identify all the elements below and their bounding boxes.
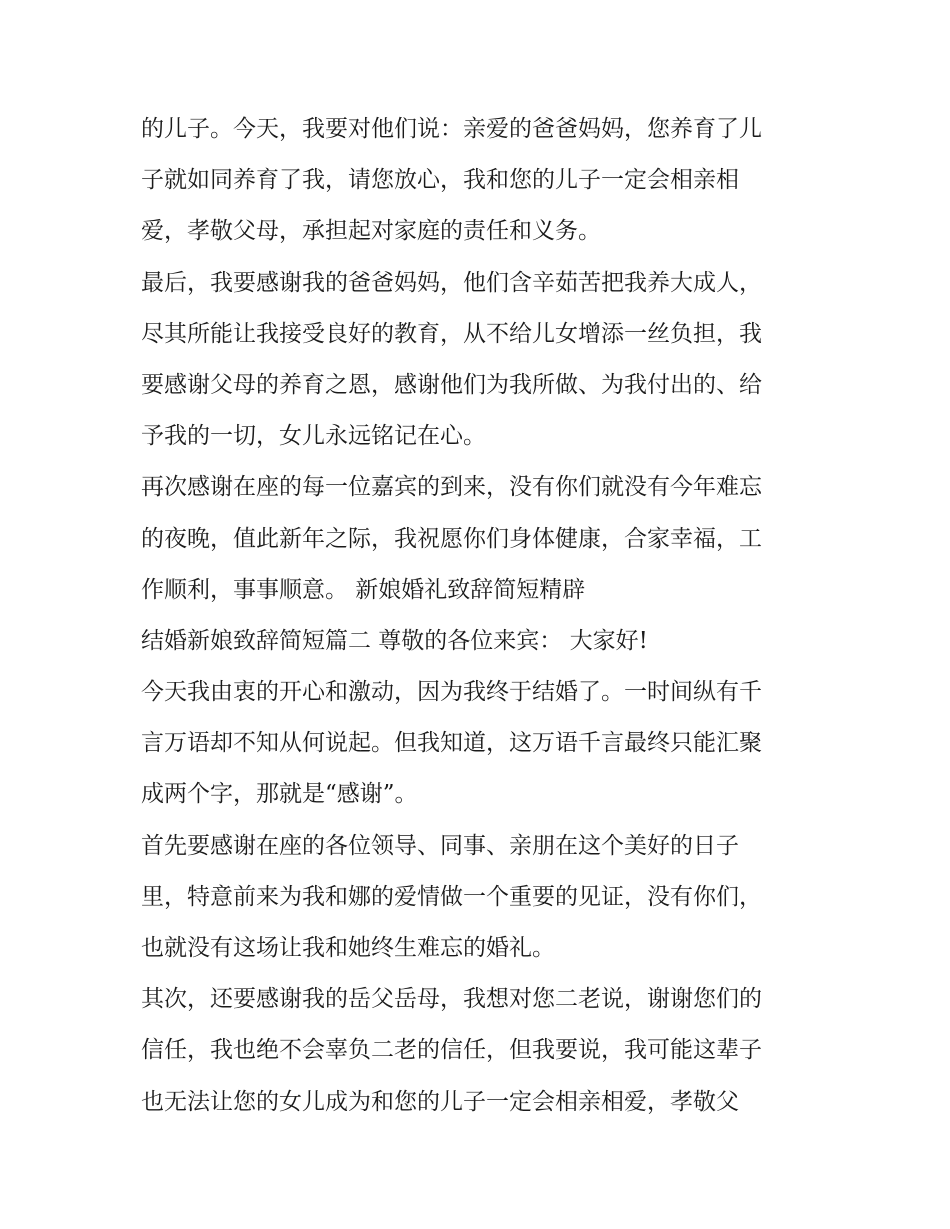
text-line: 尽其所能让我接受良好的教育，从不给儿女增添一丝负担，我: [141, 320, 762, 347]
text-line: 最后，我要感谢我的爸爸妈妈，他们含辛茹苦把我养大成人，: [141, 269, 762, 296]
text-line: 首先要感谢在座的各位领导、同事、亲朋在这个美好的日子: [141, 832, 739, 859]
text-line: 要感谢父母的养育之恩，感谢他们为我所做、为我付出的、给: [141, 371, 762, 398]
text-line: 子就如同养育了我，请您放心，我和您的儿子一定会相亲相: [141, 167, 739, 194]
text-line: 里，特意前来为我和娜的爱情做一个重要的见证，没有你们，: [141, 883, 762, 910]
text-line: 结婚新娘致辞简短篇二 尊敬的各位来宾： 大家好!: [141, 627, 648, 654]
text-line: 其次，还要感谢我的岳父岳母，我想对您二老说，谢谢您们的: [141, 986, 762, 1013]
text-line: 予我的一切，女儿永远铭记在心。: [141, 423, 486, 450]
text-line: 的夜晚，值此新年之际，我祝愿你们身体健康，合家幸福，工: [141, 525, 762, 552]
text-line: 再次感谢在座的每一位嘉宾的到来，没有你们就没有今年难忘: [141, 474, 762, 501]
text-line: 言万语却不知从何说起。但我知道，这万语千言最终只能汇聚: [141, 730, 762, 757]
text-line: 今天我由衷的开心和激动，因为我终于结婚了。一时间纵有千: [141, 679, 762, 706]
text-line: 成两个字，那就是“感谢”。: [141, 781, 418, 808]
text-line: 信任，我也绝不会辜负二老的信任，但我要说，我可能这辈子: [141, 1037, 762, 1064]
text-line: 的儿子。今天，我要对他们说：亲爱的爸爸妈妈，您养育了儿: [141, 116, 762, 142]
text-line: 也无法让您的女儿成为和您的儿子一定会相亲相爱，孝敬父: [141, 1088, 739, 1115]
text-line: 也就没有这场让我和她终生难忘的婚礼。: [141, 935, 555, 961]
text-line: 爱，孝敬父母，承担起对家庭的责任和义务。: [141, 218, 601, 245]
text-line: 作顺利，事事顺意。 新娘婚礼致辞简短精辟: [141, 576, 586, 603]
document-body: [141, 104, 821, 1128]
